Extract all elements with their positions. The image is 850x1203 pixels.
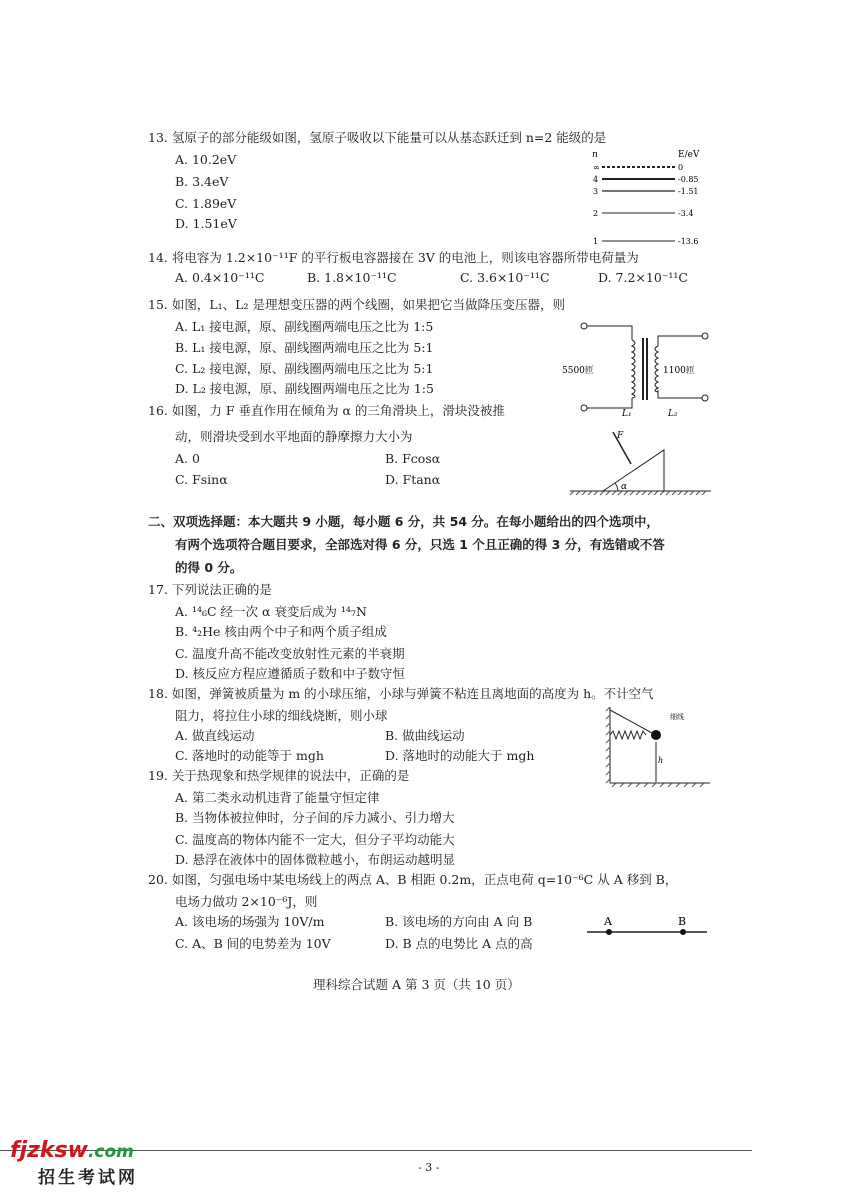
q13-stem: 13. 氢原子的部分能级如图，氢原子吸收以下能量可以从基态跃迁到 n=2 能级的是: [148, 130, 607, 145]
q20-option-b: B. 该电场的方向由 A 向 B: [385, 914, 533, 929]
transformer-diagram: [560, 318, 710, 418]
q13-option-a: A. 10.2eV: [175, 152, 237, 167]
wedge-diagram: [568, 428, 713, 498]
level-e-inf: 0: [678, 163, 684, 172]
q18-option-d: D. 落地时的动能大于 mgh: [385, 748, 535, 763]
q14-option-c: C. 3.6×10⁻¹¹C: [460, 270, 550, 285]
q18-stem-2: 阻力，将拉住小球的细线烧断，则小球: [175, 708, 388, 723]
l1-turns: 5500匝: [562, 366, 594, 376]
q18-option-b: B. 做曲线运动: [385, 728, 465, 743]
q13-option-c: C. 1.89eV: [175, 196, 237, 211]
site-logo: fjzksw.com 招生考试网: [10, 1138, 138, 1188]
level-e-4: -0.85: [678, 175, 699, 184]
angle-label: α: [621, 482, 628, 492]
level-n-inf: ∞: [593, 163, 600, 172]
q16-stem-1: 16. 如图，力 F 垂直作用在倾角为 α 的三角滑块上，滑块没被推: [148, 403, 505, 418]
q14-option-b: B. 1.8×10⁻¹¹C: [307, 270, 397, 285]
q20-stem-2: 电场力做功 2×10⁻⁶J，则: [175, 894, 318, 909]
q20-option-d: D. B 点的电势比 A 点的高: [385, 936, 533, 951]
l1-label: L₁: [622, 409, 632, 418]
q14-option-a: A. 0.4×10⁻¹¹C: [175, 270, 265, 285]
q16-stem-2: 动，则滑块受到水平地面的静摩擦力大小为: [175, 429, 413, 444]
field-line-diagram: [585, 912, 710, 942]
section2-instructions-1: 二、双项选择题：本大题共 9 小题，每小题 6 分，共 54 分。在每小题给出的四个选项中，: [148, 514, 659, 529]
q18-stem-1: 18. 如图，弹簧被质量为 m 的小球压缩，小球与弹簧不粘连且离地面的高度为 h。不计空气: [148, 686, 654, 701]
level-n-4: 4: [593, 175, 599, 184]
level-e-2: -3.4: [678, 209, 694, 218]
l2-turns: 1100匝: [663, 366, 695, 376]
section2-instructions-2: 有两个选项符合题目要求，全部选对得 6 分，只选 1 个且正确的得 3 分，有选错或不答: [175, 537, 665, 552]
point-b-label: B: [678, 915, 687, 928]
point-a-label: A: [604, 915, 612, 928]
q19-option-d: D. 悬浮在液体中的固体微粒越小，布朗运动越明显: [175, 852, 456, 867]
q13-option-d: D. 1.51eV: [175, 216, 237, 231]
q20-option-c: C. A、B 间的电势差为 10V: [175, 936, 331, 951]
q15-stem: 15. 如图，L₁、L₂ 是理想变压器的两个线圈，如果把它当做降压变压器，则: [148, 297, 565, 312]
q13-option-b: B. 3.4eV: [175, 174, 229, 189]
q19-option-b: B. 当物体被拉伸时，分子间的斥力减小、引力增大: [175, 810, 455, 825]
q17-option-d: D. 核反应方程应遵循质子数和中子数守恒: [175, 666, 406, 681]
e-label: E/eV: [678, 150, 700, 160]
q15-option-d: D. L₂ 接电源，原、副线圈两端电压之比为 1:5: [175, 381, 434, 396]
q17-stem: 17. 下列说法正确的是: [148, 582, 272, 597]
q19-option-a: A. 第二类永动机违背了能量守恒定律: [175, 790, 380, 805]
q14-stem: 14. 将电容为 1.2×10⁻¹¹F 的平行板电容器接在 3V 的电池上，则该电容器所带电荷量为: [148, 250, 639, 265]
q16-option-d: D. Ftanα: [385, 472, 441, 487]
section2-instructions-3: 的得 0 分。: [175, 560, 243, 575]
q14-option-d: D. 7.2×10⁻¹¹C: [598, 270, 688, 285]
q19-option-c: C. 温度高的物体内能不一定大，但分子平均动能大: [175, 832, 455, 847]
page-number: - 3 -: [418, 1161, 440, 1174]
level-e-3: -1.51: [678, 187, 699, 196]
page-footer: 理科综合试题 A 第 3 页（共 10 页）: [313, 977, 520, 992]
q20-option-a: A. 该电场的场强为 10V/m: [175, 914, 325, 929]
level-n-3: 3: [593, 187, 599, 196]
q17-option-c: C. 温度升高不能改变放射性元素的半衰期: [175, 646, 405, 661]
q20-stem-1: 20. 如图，匀强电场中某电场线上的两点 A、B 相距 0.2m，正点电荷 q=10⁻⁶C 从 A 移到 B，: [148, 872, 678, 887]
force-label: F: [617, 431, 624, 441]
level-n-1: 1: [593, 237, 599, 246]
level-n-2: 2: [593, 209, 599, 218]
q16-option-c: C. Fsinα: [175, 472, 228, 487]
q15-option-c: C. L₂ 接电源，原、副线圈两端电压之比为 5:1: [175, 361, 434, 376]
n-label: n: [592, 150, 598, 160]
q16-option-a: A. 0: [175, 451, 200, 466]
level-e-1: -13.6: [678, 237, 699, 246]
q15-option-a: A. L₁ 接电源，原、副线圈两端电压之比为 1:5: [175, 319, 434, 334]
q18-option-c: C. 落地时的动能等于 mgh: [175, 748, 324, 763]
q17-option-b: B. ⁴₂He 核由两个中子和两个质子组成: [175, 624, 387, 639]
height-label: h: [658, 756, 664, 765]
q15-option-b: B. L₁ 接电源，原、副线圈两端电压之比为 5:1: [175, 340, 434, 355]
l2-label: L₂: [668, 409, 678, 418]
q17-option-a: A. ¹⁴₆C 经一次 α 衰变后成为 ¹⁴₇N: [175, 604, 367, 619]
q18-option-a: A. 做直线运动: [175, 728, 255, 743]
q19-stem: 19. 关于热现象和热学规律的说法中，正确的是: [148, 768, 410, 783]
q16-option-b: B. Fcosα: [385, 451, 441, 466]
string-label: 细线: [670, 713, 684, 721]
spring-ball-diagram: [600, 705, 712, 787]
energy-level-diagram: [590, 148, 715, 248]
